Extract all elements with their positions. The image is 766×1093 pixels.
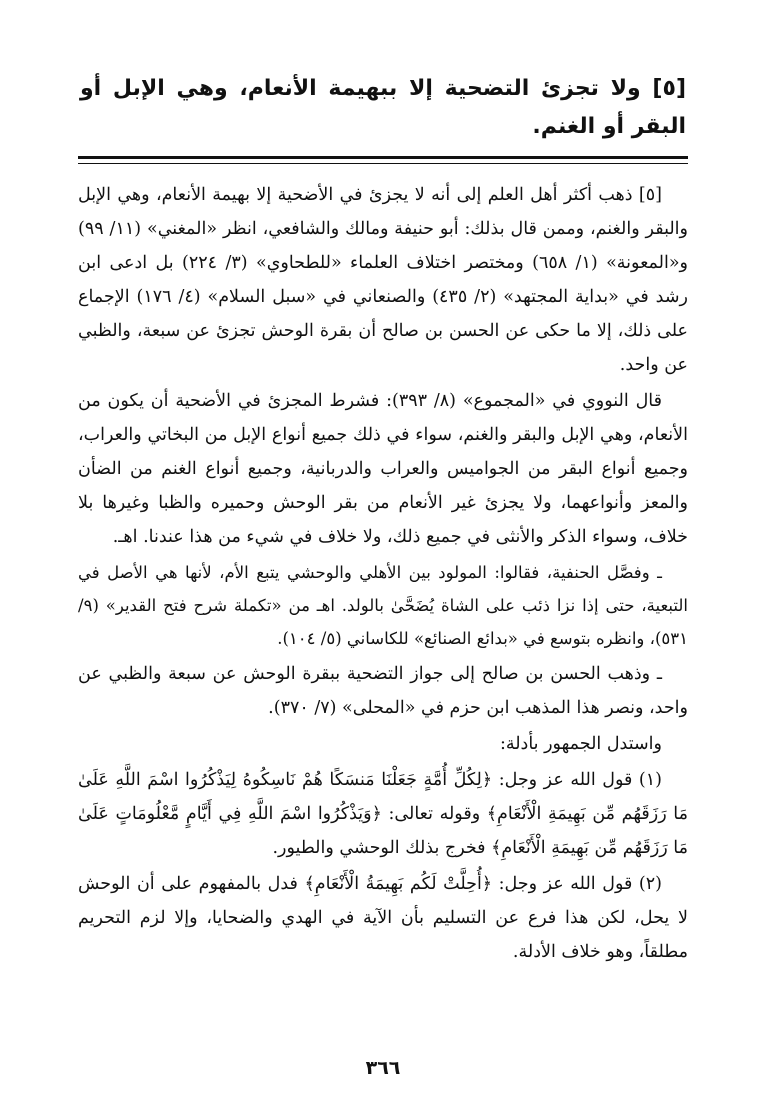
paragraph-2: قال النووي في «المجموع» (٨/ ٣٩٣): فشرط المجزئ في الأضحية أن يكون من الأنعام، وهي الإبل والبقر والغنم، سواء في ذلك جميع أنواع الإبل من البخاتي والعراب، وجميع أنواع البقر من الجواميس والعراب والدربانية، وجميع أنواع الغنم من الضأن والمعز وأنواعهما، ولا يجزئ غير الأنعام من بقر الوحش وحميره والظبا وغيرها بلا خلاف، وسواء الذكر والأنثى في جميع ذلك، ولا خلاف في شيء من هذا عندنا. اهـ. xyxy=(78,391,688,547)
paragraph-1: [٥] ذهب أكثر أهل العلم إلى أنه لا يجزئ في الأضحية إلا بهيمة الأنعام، وهي الإبل والبقر والغنم، وممن قال بذلك: أبو حنيفة ومالك والشافعي، انظر «المغني» (١١/ ٩٩) و«المعونة» (١/ ٦٥٨) ومختصر اختلاف العلماء «للطحاوي» (٣/ ٢٢٤) بل ادعى ابن رشد في «بداية المجتهد» (٢/ ٤٣٥) والصنعاني في «سبل السلام» (٤/ ١٧٦) الإجماع على ذلك، إلا ما حكى عن الحسن بن صالح أن بقرة الوحش تجزئ عن سبعة، والظبي عن واحد. xyxy=(78,185,688,375)
page-number: ٣٦٦ xyxy=(365,1057,401,1079)
section-heading: [٥] ولا تجزئ التضحية إلا ببهيمة الأنعام، وهي الإبل أو البقر أو الغنم. xyxy=(80,76,686,139)
paragraph-5: واستدل الجمهور بأدلة: xyxy=(499,734,662,754)
paragraph-3: ـ وفصَّل الحنفية، فقالوا: المولود بين الأهلي والوحشي يتبع الأم، لأنها هي الأصل في التبعية، حتى إذا نزا ذئب على الشاة يُضَحَّىٰ بالولد. اهـ من «تكملة شرح فتح القدير» (٩/ ٥٣١)، وانظره بتوسع في «بدائع الصنائع» للكاساني (٥/ ١٠٤). xyxy=(78,563,688,648)
heading-rule-thick xyxy=(78,156,688,159)
commentary-body xyxy=(78,178,688,969)
paragraph-4: ـ وذهب الحسن بن صالح إلى جواز التضحية ببقرة الوحش عن سبعة والظبي عن واحد، ونصر هذا المذهب ابن حزم في «المحلى» (٧/ ٣٧٠). xyxy=(78,664,688,718)
book-page xyxy=(78,62,688,1062)
paragraph-6: (١) قول الله عز وجل: ﴿لِكُلِّ أُمَّةٍ جَعَلْنَا مَنسَكًا هُمْ نَاسِكُوهُ لِيَذْكُرُوا اسْمَ اللَّهِ عَلَىٰ مَا رَزَقَهُم مِّن بَهِيمَةِ الْأَنْعَامِ﴾ وقوله تعالى: ﴿وَيَذْكُرُوا اسْمَ اللَّهِ فِي أَيَّامٍ مَّعْلُومَاتٍ عَلَىٰ مَا رَزَقَهُم مِّن بَهِيمَةِ الْأَنْعَامِ﴾ فخرج بذلك الوحشي والطيور. xyxy=(78,770,688,858)
heading-rule-thin xyxy=(78,163,688,164)
paragraph-7: (٢) قول الله عز وجل: ﴿أُحِلَّتْ لَكُم بَهِيمَةُ الْأَنْعَامِ﴾ فدل بالمفهوم على أن الوحش لا يحل، لكن هذا فرع عن التسليم بأن الآية في الهدي والضحايا، وإلا لزم التحريم مطلقاً، وهو خلاف الأدلة. xyxy=(78,874,688,962)
